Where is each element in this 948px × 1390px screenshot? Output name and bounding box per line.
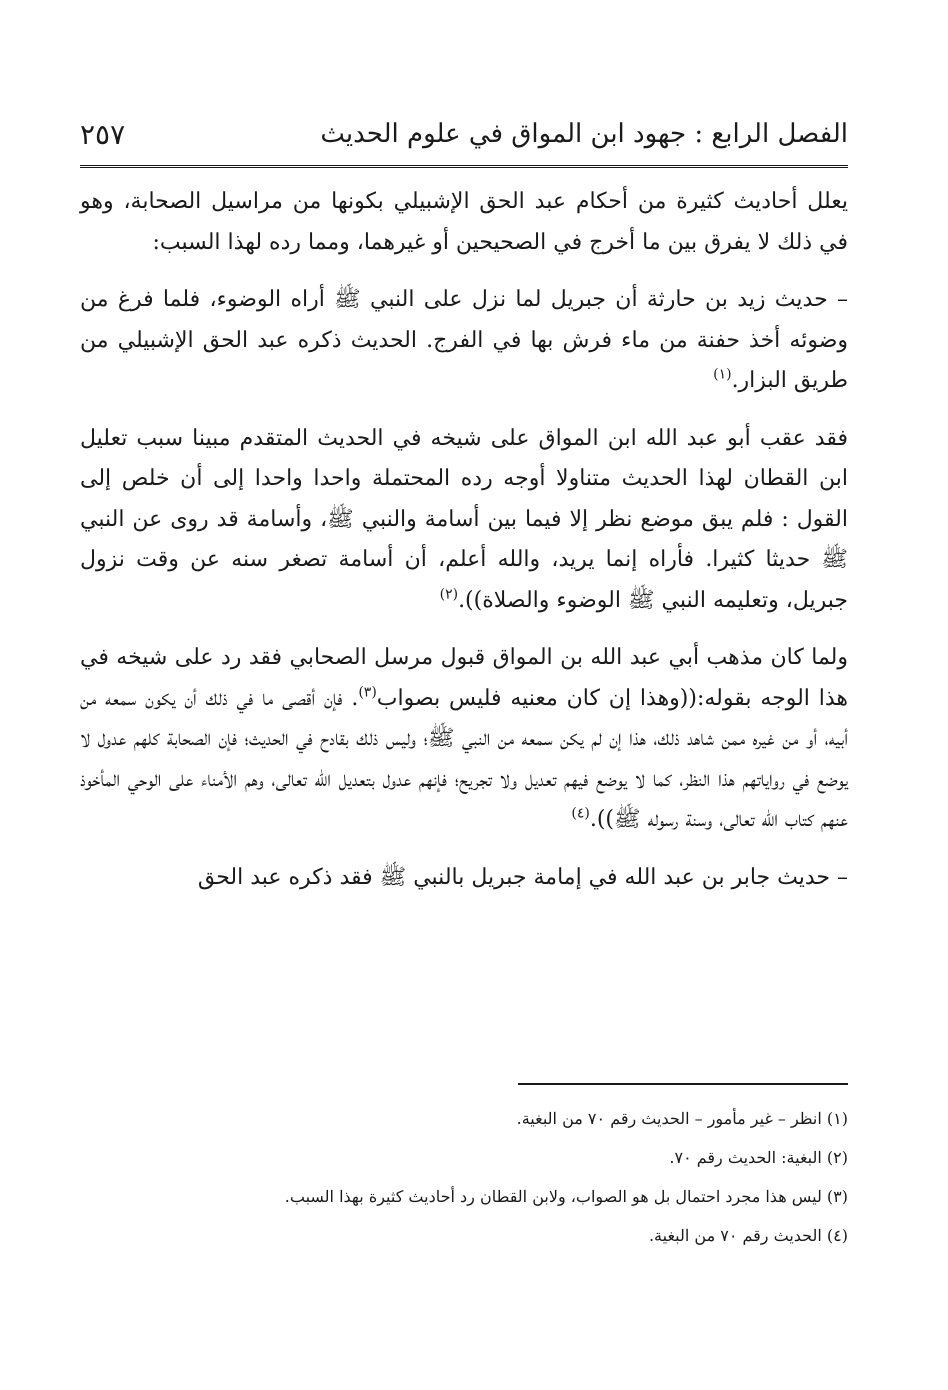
footnote-reference: (٤) xyxy=(571,805,590,822)
footnote-2: (٢) البغية: الحديث رقم ٧٠. xyxy=(669,1148,848,1167)
footnote-3: (٣) ليس هذا مجرد احتمال بل هو الصواب، ولابن القطان رد أحاديث كثيرة بهذا السبب. xyxy=(284,1187,848,1206)
paragraph-2 xyxy=(80,280,848,402)
page-header xyxy=(80,112,848,156)
paragraph-text: – حديث زيد بن حارثة أن جبريل لما نزل على النبي ﷺ أراه الوضوء، فلما فرغ من وضوئه أخذ حفنة من ماء فرش بها في الفرج. الحديث ذكره عبد الحق الإشبيلي من طريق البزار. xyxy=(80,287,848,393)
footnote-reference: (٢) xyxy=(439,586,459,603)
footnote-reference: (١) xyxy=(713,366,732,383)
paragraph-text: – حديث جابر بن عبد الله في إمامة جبريل بالنبي ﷺ فقد ذكره عبد الحق xyxy=(197,864,848,890)
paragraph-text: يعلل أحاديث كثيرة من أحكام عبد الحق الإشبيلي بكونها من مراسيل الصحابة، وهو في ذلك لا يفرق بين ما أخرج في الصحيحين أو غيرهما، ومما رده لهذا السبب: xyxy=(80,189,848,255)
chapter-title: الفصل الرابع : جهود ابن المواق في علوم الحديث xyxy=(320,119,848,149)
paragraph-text: . فإن أقصى ما في ذلك أن يكون سمعه من أبيه، أو من غيره ممن شاهد ذلك، هذا إن لم يكن سمعه من النبي ﷺ؛ وليس ذلك بقادح في الحديث؛ فإن الصحابة كلهم عدول لا يوضع في رواياتهم هذا النظر، كما لا يوضع فيهم تعديل ولا تجريح؛ فإنهم عدول بتعديل الله تعالى، وهم الأمناء على الوحي المأخوذ عنهم كتاب الله تعالى، وسنة رسوله ﷺ)). xyxy=(80,685,848,832)
paragraph-3 xyxy=(80,419,848,622)
paragraph-5 xyxy=(80,858,848,899)
main-text xyxy=(80,182,848,915)
paragraph-text: فقد عقب أبو عبد الله ابن المواق على شيخه في الحديث المتقدم مبينا سبب تعليل ابن القطان لهذا الحديث متناولا أوجه رده المحتملة واحدا واحدا إلى أن خلص إلى القول : فلم يبق موضع نظر إلا فيما بين أسامة والنبي ﷺ، وأسامة قد روى عن النبي ﷺ حديثا كثيرا. فأراه إنما يريد، والله أعلم، أن أسامة تصغر سنه عن وقت نزول جبريل، وتعليمه النبي ﷺ الوضوء والصلاة)). xyxy=(80,425,848,613)
paragraph-1 xyxy=(80,182,848,263)
header-divider xyxy=(80,165,848,171)
footnote-reference: (٣) xyxy=(358,684,377,701)
paragraph-4 xyxy=(80,638,848,841)
footnote-divider xyxy=(518,1083,848,1085)
footnote-1: (١) انظر – غير مأمور – الحديث رقم ٧٠ من البغية. xyxy=(516,1109,848,1128)
page-number: ٢٥٧ xyxy=(80,117,126,151)
footnote-4: (٤) الحديث رقم ٧٠ من البغية. xyxy=(648,1226,848,1245)
paragraph-text: ولما كان مذهب أبي عبد الله بن المواق قبول مرسل الصحابي فقد رد على شيخه في هذا الوجه بقوله:((وهذا إن كان معنيه فليس بصواب xyxy=(80,645,848,711)
footnotes xyxy=(80,1108,848,1264)
